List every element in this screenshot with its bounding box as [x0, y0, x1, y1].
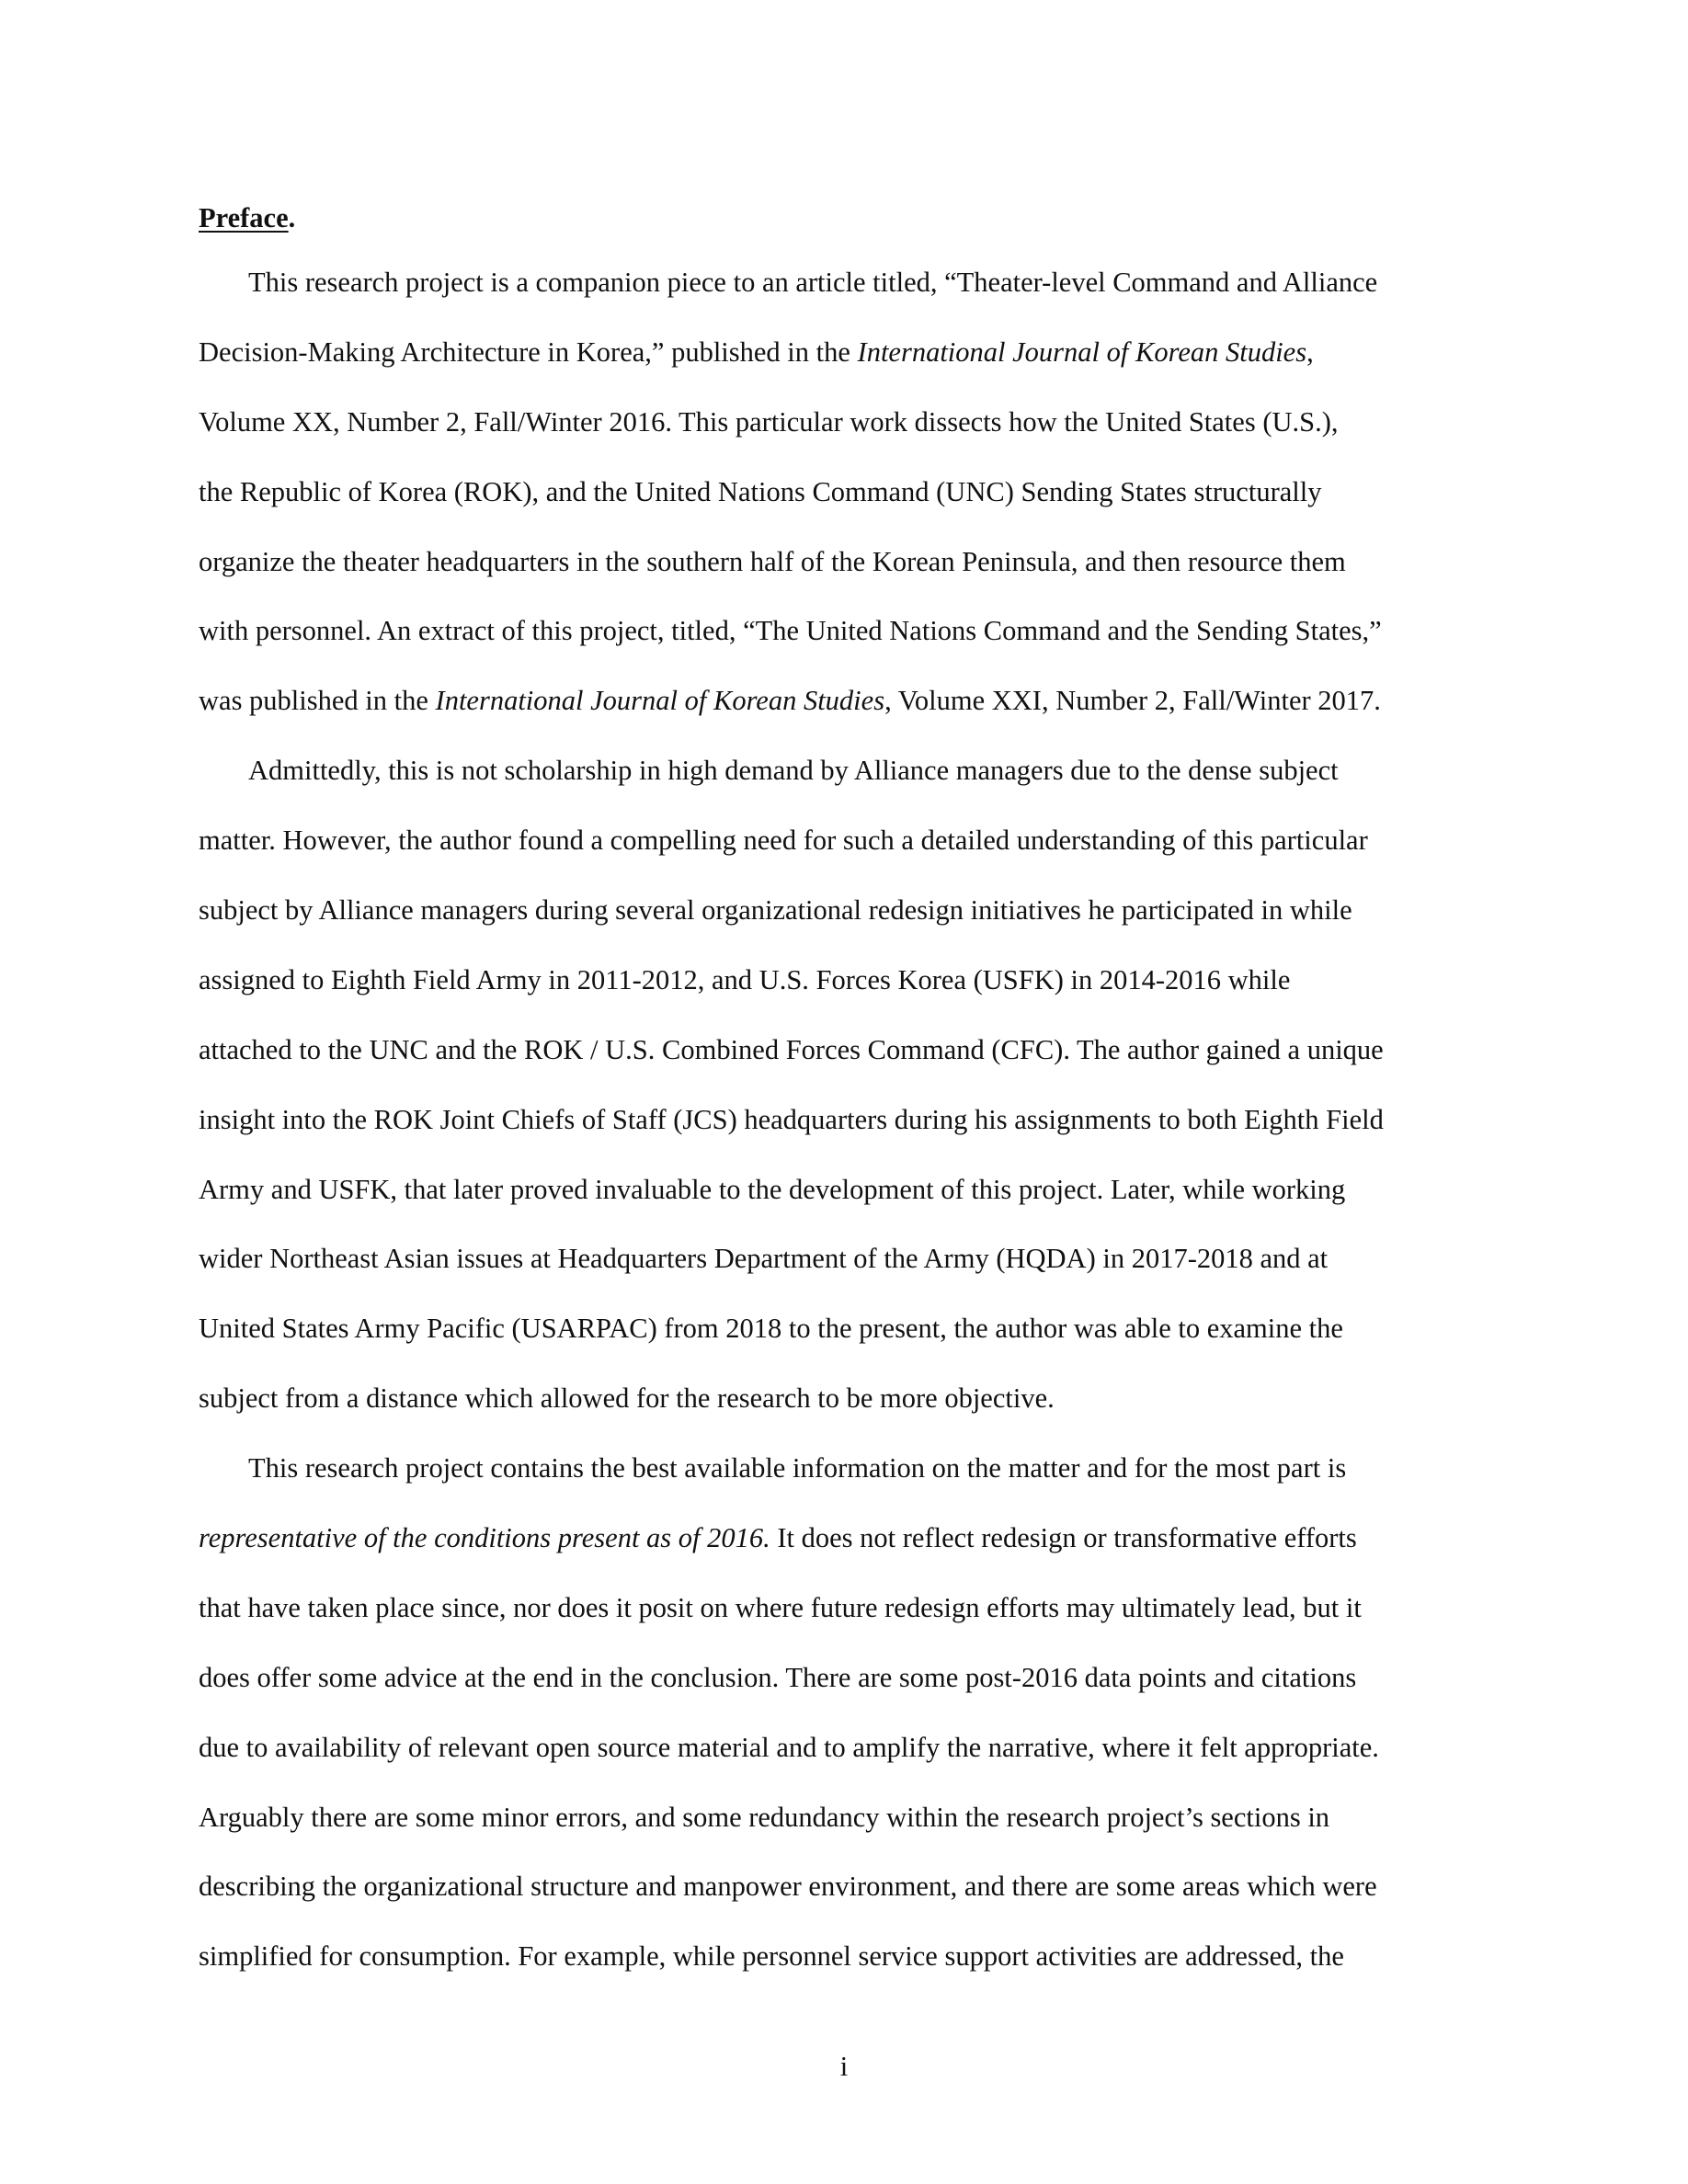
- text-run: matter. However, the author found a compelling need for such a detailed understanding of this particular: [199, 825, 1368, 857]
- paragraph: [199, 736, 1504, 1434]
- text-run: describing the organizational structure and manpower environment, and there are some areas which were: [199, 1871, 1377, 1903]
- text-line: [199, 806, 1504, 876]
- text-line: [199, 876, 1504, 946]
- heading-period: .: [288, 202, 296, 233]
- text-line: [199, 1224, 1504, 1294]
- text-run: subject from a distance which allowed for the research to be more objective.: [199, 1382, 1055, 1415]
- text-line: [199, 1713, 1504, 1783]
- italic-text: International Journal of Korean Studies: [435, 685, 885, 717]
- text-line: [199, 1434, 1504, 1504]
- text-run: with personnel. An extract of this project, titled, “The United Nations Command and the Sending States,”: [199, 615, 1382, 647]
- text-line: [199, 597, 1504, 666]
- text-line: [199, 1155, 1504, 1225]
- text-line: [199, 458, 1504, 528]
- text-run: was published in the: [199, 685, 436, 717]
- text-run: Arguably there are some minor errors, and some redundancy within the research project’s sections in: [199, 1801, 1330, 1833]
- heading-title: Preface: [199, 202, 289, 233]
- italic-text: representative of the conditions present as of 2016.: [199, 1522, 770, 1554]
- text-run: the Republic of Korea (ROK), and the United Nations Command (UNC) Sending States structurally: [199, 475, 1322, 507]
- text-run: Decision-Making Architecture in Korea,” published in the: [199, 336, 858, 368]
- text-run: This research project is a companion piece to an article titled, “Theater-level Command and Alliance: [248, 267, 1378, 298]
- text-line: [199, 1574, 1504, 1644]
- text-line: [199, 946, 1504, 1016]
- text-line: [199, 1086, 1504, 1155]
- italic-text: International Journal of Korean Studies: [857, 336, 1307, 368]
- text-run: Army and USFK, that later proved invaluable to the development of this project. Later, while working: [199, 1173, 1346, 1205]
- text-run: wider Northeast Asian issues at Headquarters Department of the Army (HQDA) in 2017-2018 and at: [199, 1243, 1329, 1275]
- text-run: subject by Alliance managers during several organizational redesign initiatives he participated in while: [199, 894, 1352, 927]
- text-line: [199, 1644, 1504, 1713]
- page-body: [199, 195, 1504, 1992]
- text-run: assigned to Eighth Field Army in 2011-2012, and U.S. Forces Korea (USFK) in 2014-2016 while: [199, 963, 1291, 995]
- text-run: does offer some advice at the end in the conclusion. There are some post-2016 data points and citations: [199, 1661, 1357, 1693]
- text-line: [199, 1504, 1504, 1574]
- text-run: It does not reflect redesign or transformative efforts: [770, 1522, 1357, 1554]
- text-line: [199, 1364, 1504, 1434]
- text-run: that have taken place since, nor does it posit on where future redesign efforts may ultimately lead, but it: [199, 1591, 1362, 1623]
- text-run: insight into the ROK Joint Chiefs of Staff (JCS) headquarters during his assignments to both Eighth Field: [199, 1103, 1384, 1135]
- text-line: [199, 1922, 1504, 1992]
- text-run: Volume XX, Number 2, Fall/Winter 2016. This particular work dissects how the United States (U.S.),: [199, 405, 1339, 438]
- text-run: ,: [1306, 336, 1314, 368]
- text-run: simplified for consumption. For example, while personnel service support activities are addressed, the: [199, 1940, 1344, 1973]
- text-line: [199, 318, 1504, 388]
- text-line: [199, 736, 1504, 806]
- text-run: , Volume XXI, Number 2, Fall/Winter 2017.: [884, 685, 1381, 717]
- paragraph: [199, 248, 1504, 736]
- text-run: due to availability of relevant open source material and to amplify the narrative, where it felt appropriate.: [199, 1731, 1379, 1763]
- text-run: attached to the UNC and the ROK / U.S. Combined Forces Command (CFC). The author gained a unique: [199, 1033, 1384, 1065]
- text-line: [199, 1016, 1504, 1086]
- text-line: [199, 1852, 1504, 1922]
- text-line: [199, 666, 1504, 736]
- paragraph: [199, 1434, 1504, 1992]
- text-run: This research project contains the best available information on the matter and for the most part is: [248, 1452, 1347, 1484]
- section-heading: [199, 195, 1504, 241]
- text-line: [199, 248, 1504, 318]
- text-line: [199, 388, 1504, 458]
- text-line: [199, 528, 1504, 597]
- page-number: i: [839, 2051, 849, 2082]
- text-run: United States Army Pacific (USARPAC) from 2018 to the present, the author was able to examine the: [199, 1313, 1343, 1345]
- text-run: Admittedly, this is not scholarship in high demand by Alliance managers due to the dense subject: [248, 755, 1339, 787]
- text-line: [199, 1783, 1504, 1853]
- text-line: [199, 1294, 1504, 1364]
- text-run: organize the theater headquarters in the southern half of the Korean Peninsula, and then resource them: [199, 545, 1346, 577]
